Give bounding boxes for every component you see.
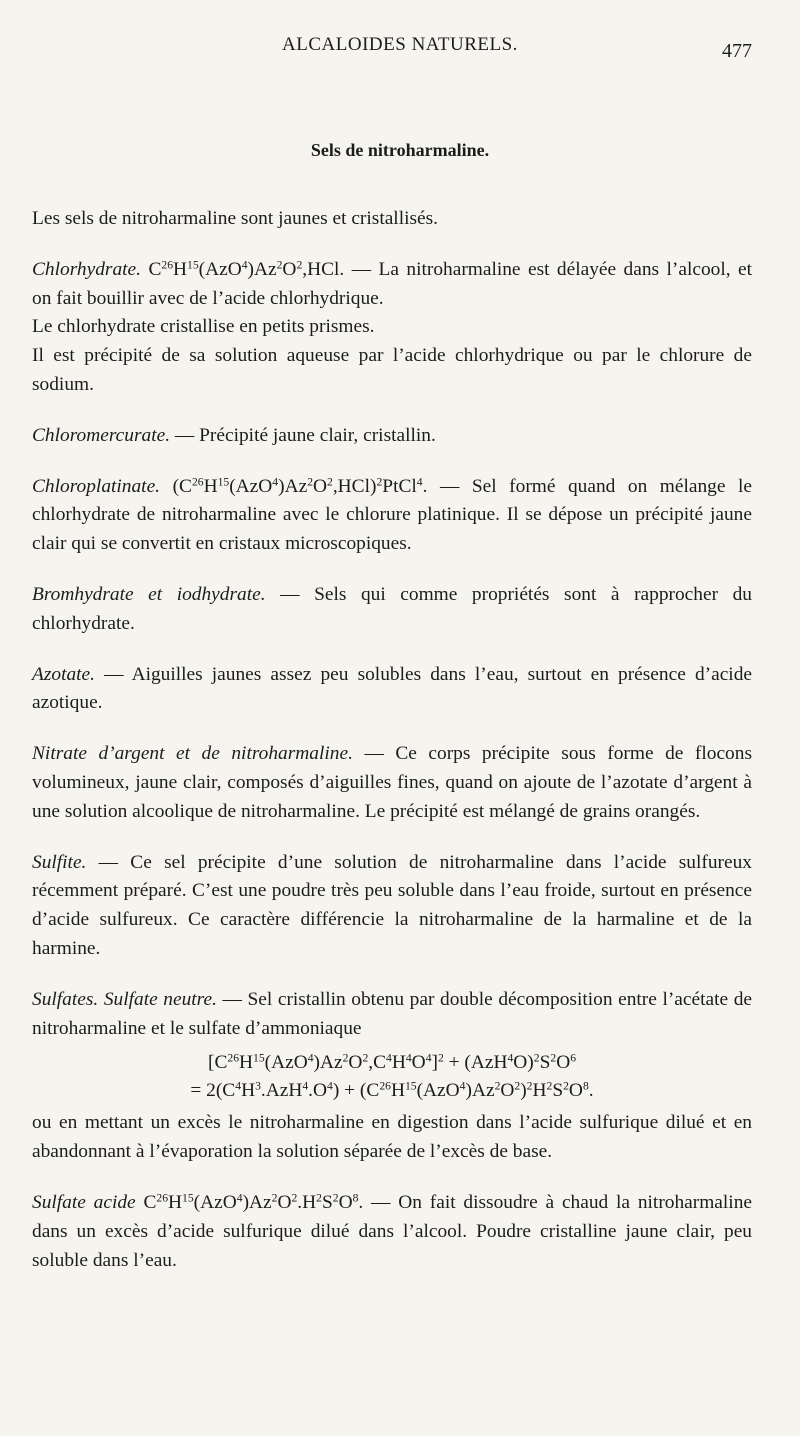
entry-text: — Précipité jaune clair, cristallin. [170,424,436,446]
entry-text: — Ce corps précipite sous forme de flocons volumineux, jaune clair, composés d’aiguilles fines, quand on ajoute de l’azotate d’argent à une solution alcoolique de nitroharmaline. Le précipité est mélangé de grains orangés. [32,743,752,822]
entry-text: — Sel formé quand on mélange le chlorhydrate de nitroharmaline avec le chlorure platinique. Il se dépose un précipité jaune clair qui se convertit en cristaux microscopiques. [32,475,752,555]
entry-text: — Ce sel précipite d’une solution de nitroharmaline dans l’acide sulfureux récemment préparé. C’est une poudre très peu soluble dans l’eau froide, surtout en présence d’acide sulfureux. Ce caractère différencie la nitroharmaline de la harmaline et de la harmine. [32,851,752,959]
entry-chloromercurate [32,422,752,451]
entry-chloroplatinate [32,473,752,559]
entry-term: Azotate. [32,663,96,685]
entry-sulfite [32,849,752,964]
entry-term: Bromhydrate et iodhydrate. [32,583,266,605]
entry-sulfates [32,986,752,1044]
entry-term: Sulfite. [32,851,87,873]
paragraph: Le chlorhydrate cristallise en petits prismes. [32,316,375,338]
intro-paragraph: Les sels de nitroharmaline sont jaunes et cristallisés. [32,208,439,229]
entry-term: Chloroplatinate. [32,475,161,497]
entry-term: Chloromercurate. [32,424,171,446]
entry-text: — Sel cristallin obtenu par double décomposition entre l’acétate de nitroharmaline et le sulfate d’ammoniaque [32,988,752,1039]
entry-term: Sulfates. Sulfate neutre. [32,988,217,1010]
entry-sulfate-acide [32,1189,752,1275]
entry-term: Nitrate d’argent et de nitroharmaline. [32,743,353,765]
equation [32,1049,752,1105]
running-head-title: ALCALOIDES NATURELS. [282,34,518,55]
entry-nitrate [32,740,752,826]
equation-line: = $2(C^4H^3.AzH^4.O^4) + (C^{26}H^{15}(AzO^4)Az^2O^2)^2H^2S^2O^8$. [190,1079,594,1102]
entry-term: Sulfate acide [32,1191,136,1213]
entry-azotate [32,661,752,719]
body-text [32,205,752,1275]
formula: $(C^{26}H^{15}(AzO^4)Az^2O^2,HCl)^2PtCl^4$. [172,475,428,497]
entry-text: — Aiguilles jaunes assez peu solubles dans l’eau, surtout en présence d’acide azotique. [32,663,752,714]
entry-term: Chlorhydrate. [32,258,141,280]
section-title: Sels de nitroharmaline. [310,140,490,160]
paragraph: Il est précipité de sa solution aqueuse par l’acide chlorhydrique ou par le chlorure de sodium. [32,345,752,395]
formula: $C^{26}H^{15}(AzO^4)Az^2O^2.H^2S^2O^8$. [135,1191,364,1213]
running-head [0,34,800,64]
entry-bromhydrate [32,581,752,639]
entry-text: — On fait dissoudre à chaud la nitroharmaline dans un excès d’acide sulfurique dilué dans l’alcool. Poudre cristalline jaune clair, peu soluble dans l’eau. [32,1191,752,1271]
formula: $C^{26}H^{15}(AzO^4)Az^2O^2,HCl$. [148,258,345,280]
equation-line: $[C^{26}H^{15}(AzO^4)Az^2O^2,C^4H^4O^4]^2 + (AzH^4O)^2S^2O^6$ [207,1051,577,1074]
entry-text: — Sels qui comme propriétés sont à rapprocher du chlorhydrate. [32,583,752,634]
page-number: 477 [722,40,752,62]
paragraph: ou en mettant un excès le nitroharmaline en digestion dans l’acide sulfurique dilué et en abandonnant à l’évaporation la solution séparée de l’excès de base. [32,1112,752,1163]
entry-text: — La nitroharmaline est délayée dans l’alcool, et on fait bouillir avec de l’acide chlorhydrique. [32,258,752,309]
entry-chlorhydrate [32,256,752,314]
